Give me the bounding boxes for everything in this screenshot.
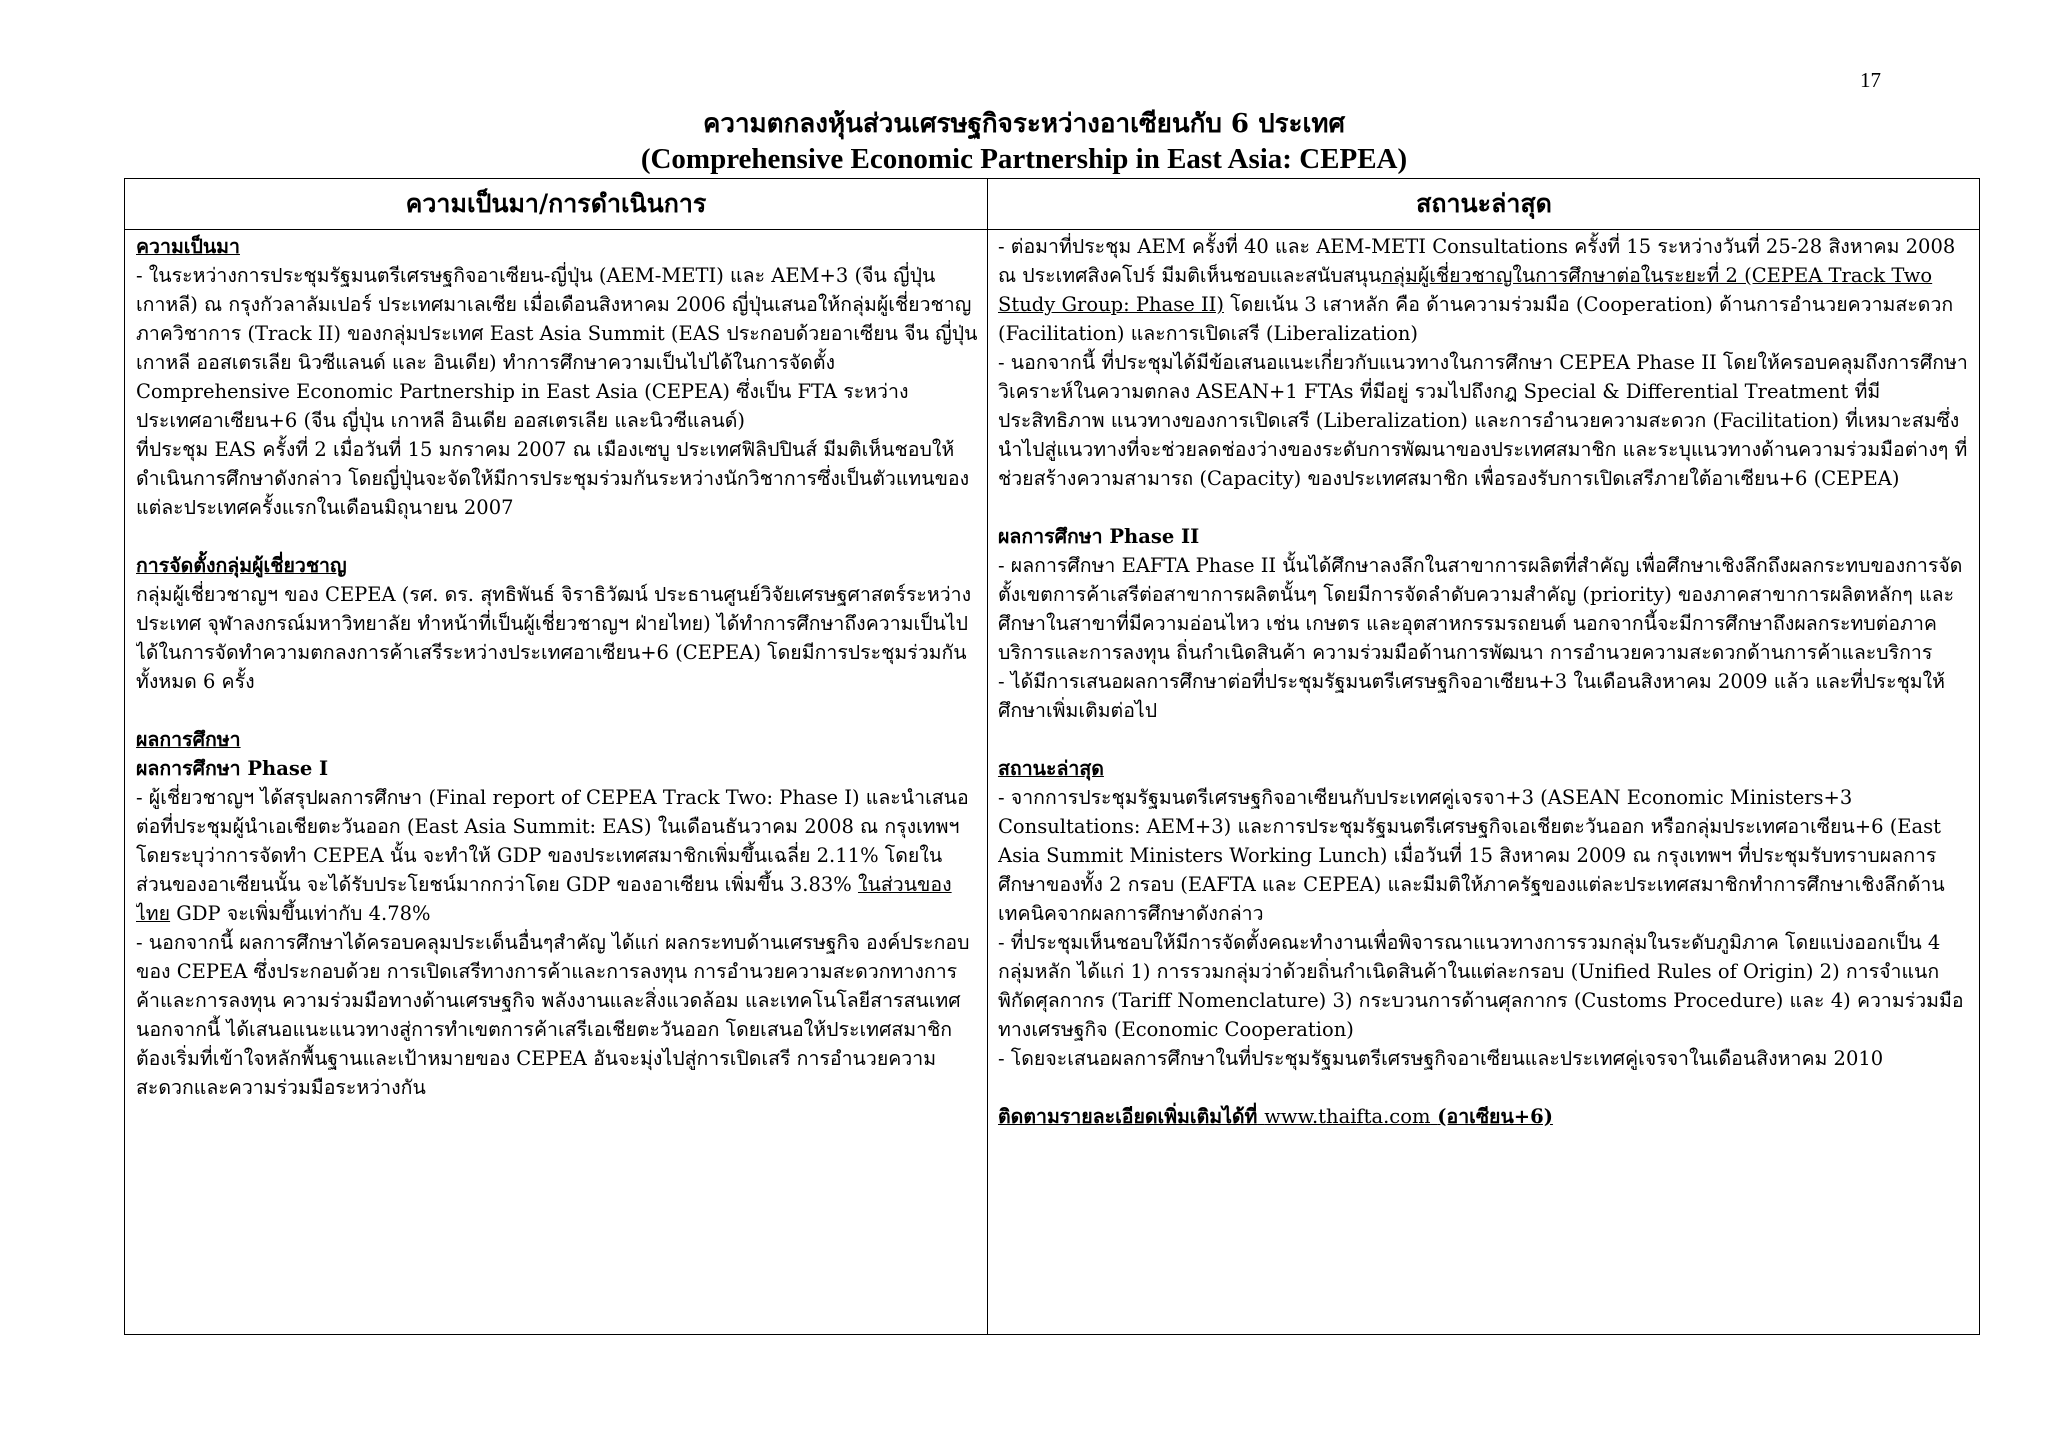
background-paragraph-1: - ในระหว่างการประชุมรัฐมนตรีเศรษฐกิจอาเซียน-ญี่ปุ่น (AEM-METI) และ AEM+3 (จีน ญี่ปุ่น เกาหลี) ณ กรุงกัวลาลัมเปอร์ ประเทศมาเลเซีย เมื่อเดือนสิงหาคม 2006 ญี่ปุ่นเสนอให้กลุ่มผู้เชี่ยวชาญภาควิชาการ (Track II) ของกลุ่มประเทศ East Asia Summit (EAS ประกอบด้วยอาเซียน จีน ญี่ปุ่น เกาหลี ออสเตรเลีย นิวซีแลนด์ และ อินเดีย) ทำการศึกษาความเป็นไปได้ในการจัดตั้ง Comprehensive Economic Partnership in East Asia (CEPEA) ซึ่งเป็น FTA ระหว่าง ประเทศอาเซียน+6 (จีน ญี่ปุ่น เกาหลี อินเดีย ออสเตรเลีย และนิวซีแลนด์) — [136, 264, 978, 432]
background-paragraph-2: ที่ประชุม EAS ครั้งที่ 2 เมื่อวันที่ 15 มกราคม 2007 ณ เมืองเซบู ประเทศฟิลิปปินส์ มีมติเห็นชอบให้ดำเนินการศึกษาดังกล่าว โดยญี่ปุ่นจะจัดให้มีการประชุมร่วมกันระหว่างนักวิชาการซึ่งเป็นตัวแทนของแต่ละประเทศครั้งแรกในเดือนมิถุนายน 2007 — [136, 438, 970, 519]
page-number: 17 — [1860, 68, 1881, 92]
column-header-background: ความเป็นมา/การดำเนินการ — [405, 189, 707, 218]
section-heading-latest-status: สถานะล่าสุด — [998, 757, 1104, 780]
latest-status-paragraph-3: - โดยจะเสนอผลการศึกษาในที่ประชุมรัฐมนตรีเศรษฐกิจอาเซียนและประเทศคู่เจรจาในเดือนสิงหาคม 2010 — [998, 1047, 1884, 1070]
column-header-status: สถานะล่าสุด — [1416, 189, 1552, 218]
phase-2-paragraph-2: - ได้มีการเสนอผลการศึกษาต่อที่ประชุมรัฐมนตรีเศรษฐกิจอาเซียน+3 ในเดือนสิงหาคม 2009 แล้ว และที่ประชุมให้ศึกษาเพิ่มเติมต่อไป — [998, 670, 1946, 722]
follow-up-line — [998, 1102, 1973, 1131]
phase-2-paragraph-1: - ผลการศึกษา EAFTA Phase II นั้นได้ศึกษาลงลึกในสาขาการผลิตที่สำคัญ เพื่อศึกษาเชิงลึกถึงผลกระทบของการจัดตั้งเขตการค้าเสรีต่อสาขาการผลิตนั้นๆ โดยมีการจัดลำดับความสำคัญ (priority) ของภาคสาขาการผลิตหลักๆ และศึกษาในสาขาที่มีความอ่อนไหว เช่น เกษตร และอุตสาหกรรมรถยนต์ นอกจากนี้จะมีการศึกษาถึงผลกระทบต่อภาคบริการและการลงทุน ถิ่นกำเนิดสินค้า ความร่วมมือด้านการพัฒนา การอำนวยความสะดวกด้านการค้าและบริการ — [998, 554, 1963, 664]
phase-1-paragraph-1: - ผู้เชี่ยวชาญฯ ได้สรุปผลการศึกษา (Final report of CEPEA Track Two: Phase I) และนำเสนอต่อที่ประชุมผู้นำเอเชียตะวันออก (East Asia Summit: EAS) ในเดือนธันวาคม 2008 ณ กรุงเทพฯ โดยระบุว่าการจัดทำ CEPEA นั้น จะทำให้ GDP ของประเทศสมาชิกเพิ่มขึ้นเฉลี่ย 2.11% โดยในส่วนของอาเซียนนั้น จะได้รับประโยชน์มากกว่าโดย GDP ของอาเซียน เพิ่มขึ้น 3.83% ในส่วนของไทย GDP จะเพิ่มขึ้นเท่ากับ 4.78% — [136, 786, 969, 925]
left-column — [136, 232, 978, 1324]
latest-status-paragraph-1: - จากการประชุมรัฐมนตรีเศรษฐกิจอาเซียนกับประเทศคู่เจรจา+3 (ASEAN Economic Ministers+3 Consultations: AEM+3) และการประชุมรัฐมนตรีเศรษฐกิจเอเชียตะวันออก หรือกลุ่มประเทศอาเซียน+6 (East Asia Summit Ministers Working Lunch) เมื่อวันที่ 15 สิงหาคม 2009 ณ กรุงเทพฯ ที่ประชุมรับทราบผลการศึกษาของทั้ง 2 กรอบ (EAFTA และ CEPEA) และมีมติให้ภาครัฐของแต่ละประเทศสมาชิกทำการศึกษาเชิงลึกด้านเทคนิคจากผลการศึกษาดังกล่าว — [998, 786, 1945, 925]
section-heading-study-results: ผลการศึกษา — [136, 728, 241, 751]
thailand-share-underline: ในส่วนของไทย — [136, 873, 952, 925]
expert-group-paragraph: กลุ่มผู้เชี่ยวชาญฯ ของ CEPEA (รศ. ดร. สุทธิพันธ์ จิราธิวัฒน์ ประธานศูนย์วิจัยเศรษฐศาสตร์ระหว่างประเทศ จุฬาลงกรณ์มหาวิทยาลัย ทำหน้าที่เป็นผู้เชี่ยวชาญฯ ฝ่ายไทย) ได้ทำการศึกษาถึงความเป็นไปได้ในการจัดทำความตกลงการค้าเสรีระหว่างประเทศอาเซียน+6 (CEPEA) โดยมีการประชุมร่วมกันทั้งหมด 6 ครั้ง — [136, 583, 972, 693]
section-heading-background: ความเป็นมา — [136, 235, 240, 258]
subheading-phase-1: ผลการศึกษา Phase I — [136, 757, 329, 780]
status-paragraph-1: - ต่อมาที่ประชุม AEM ครั้งที่ 40 และ AEM-METI Consultations ครั้งที่ 15 ระหว่างวันที่ 25-28 สิงหาคม 2008 ณ ประเทศสิงคโปร์ มีมติเห็นชอบและสนับสนุนกลุ่มผู้เชี่ยวชาญในการศึกษาต่อในระยะที่ 2 (CEPEA Track Two Study Group: Phase II) โดยเน้น 3 เสาหลัก คือ ด้านความร่วมมือ (Cooperation) ด้านการอำนวยความสะดวก (Facilitation) และการเปิดเสรี (Liberalization) — [998, 235, 1956, 345]
follow-up-suffix: (อาเซียน+6) — [1437, 1105, 1553, 1128]
document-title-english: (Comprehensive Economic Partnership in East Asia: CEPEA) — [640, 143, 1408, 175]
phase-2-study-group-underline: กลุ่มผู้เชี่ยวชาญในการศึกษาต่อในระยะที่ 2 (CEPEA Track Two Study Group: Phase II) — [998, 264, 1933, 316]
content-table — [124, 178, 1980, 1335]
header-rule — [125, 229, 1979, 230]
column-divider — [987, 179, 988, 1334]
document-title-thai: ความตกลงหุ้นส่วนเศรษฐกิจระหว่างอาเซียนกับ 6 ประเทศ — [702, 109, 1346, 139]
follow-up-label: ติดตามรายละเอียดเพิ่มเติมได้ที่ — [998, 1105, 1258, 1128]
latest-status-paragraph-2: - ที่ประชุมเห็นชอบให้มีการจัดตั้งคณะทำงานเพื่อพิจารณาแนวทางการรวมกลุ่มในระดับภูมิภาค โดยแบ่งออกเป็น 4 กลุ่มหลัก ได้แก่ 1) การรวมกลุ่มว่าด้วยถิ่นกำเนิดสินค้าในแต่ละกรอบ (Unified Rules of Origin) 2) การจำแนกพิกัดศุลกากร (Tariff Nomenclature) 3) กระบวนการด้านศุลกากร (Customs Procedure) และ 4) ความร่วมมือทางเศรษฐกิจ (Economic Cooperation) — [998, 931, 1964, 1041]
phase-1-paragraph-2: - นอกจากนี้ ผลการศึกษาได้ครอบคลุมประเด็นอื่นๆสำคัญ ได้แก่ ผลกระทบด้านเศรษฐกิจ องค์ประกอบของ CEPEA ซึ่งประกอบด้วย การเปิดเสรีทางการค้าและการลงทุน การอำนวยความสะดวกทางการค้าและการลงทุน ความร่วมมือทางด้านเศรษฐกิจ พลังงานและสิ่งแวดล้อม และเทคโนโลยีสารสนเทศ นอกจากนี้ ได้เสนอแนะแนวทางสู่การทำเขตการค้าเสรีเอเชียตะวันออก โดยเสนอให้ประเทศสมาชิกต้องเริ่มที่เข้าใจหลักพื้นฐานและเป้าหมายของ CEPEA อันจะมุ่งไปสู่การเปิดเสรี การอำนวยความสะดวกและความร่วมมือระหว่างกัน — [136, 931, 970, 1099]
status-paragraph-2: - นอกจากนี้ ที่ประชุมได้มีข้อเสนอแนะเกี่ยวกับแนวทางในการศึกษา CEPEA Phase II โดยให้ครอบคลุมถึงการศึกษาวิเคราะห์ในความตกลง ASEAN+1 FTAs ที่มีอยู่ รวมไปถึงกฎ Special & Differential Treatment ที่มีประสิทธิภาพ แนวทางของการเปิดเสรี (Liberalization) และการอำนวยความสะดวก (Facilitation) ที่เหมาะสมซึ่งนำไปสู่แนวทางที่จะช่วยลดช่องว่างของระดับการพัฒนาของประเทศสมาชิก และระบุแนวทางด้านความร่วมมือต่างๆ ที่ช่วยสร้างความสามารถ (Capacity) ของประเทศสมาชิก เพื่อรองรับการเปิดเสรีภายใต้อาเซียน+6 (CEPEA) — [998, 351, 1968, 490]
subheading-phase-2: ผลการศึกษา Phase II — [998, 525, 1200, 548]
right-column — [998, 232, 1973, 1324]
section-heading-expert-group: การจัดตั้งกลุ่มผู้เชี่ยวชาญ — [136, 554, 347, 577]
thaifta-link[interactable]: www.thaifta.com — [1264, 1105, 1431, 1128]
